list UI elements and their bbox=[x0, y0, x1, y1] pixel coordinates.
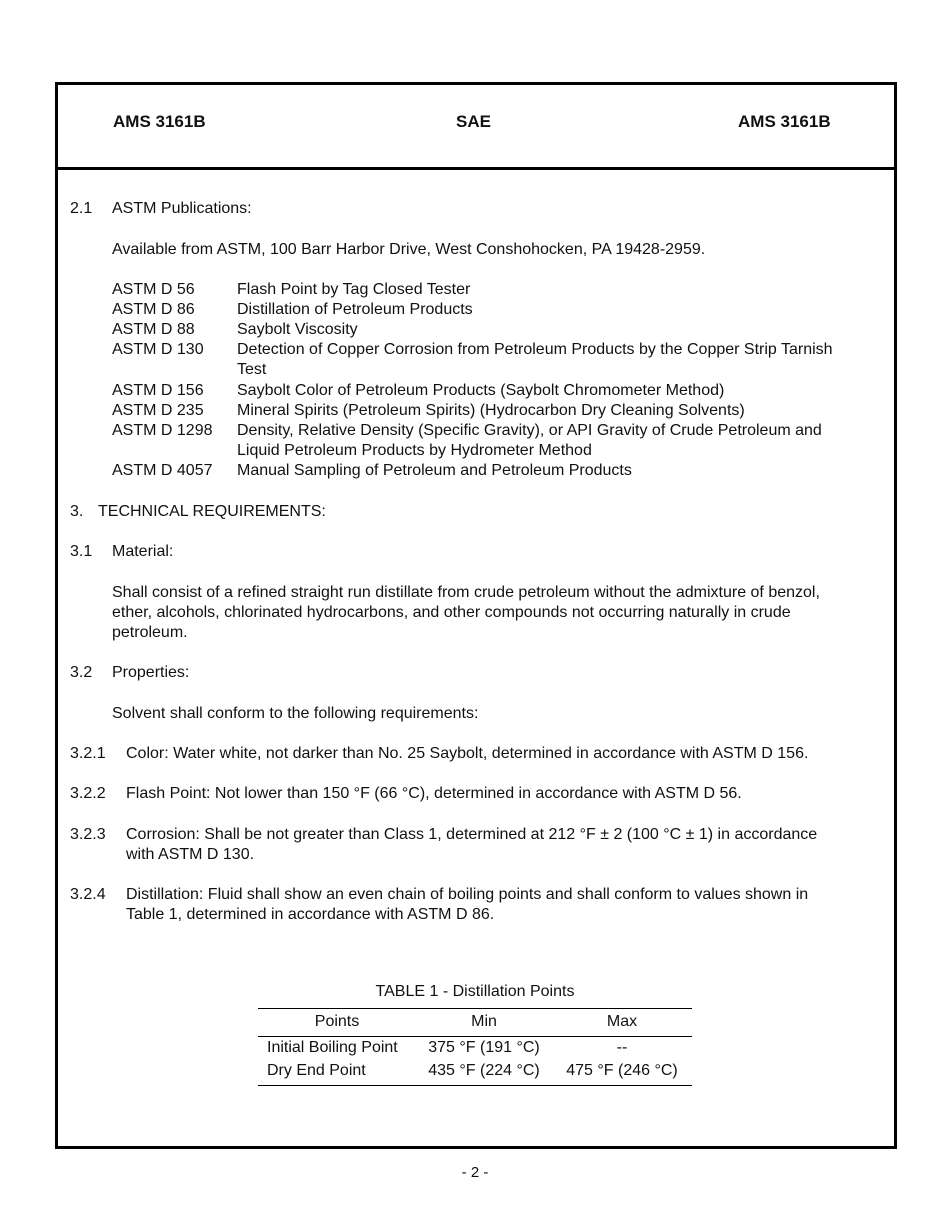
ref-title: Distillation of Petroleum Products bbox=[237, 301, 473, 318]
color-requirement: Color: Water white, not darker than No. 25 Saybolt, determined in accordance with ASTM D 156. bbox=[126, 745, 809, 762]
distillation-requirement-continued: Table 1, determined in accordance with ASTM D 86. bbox=[126, 906, 495, 923]
astm-availability: Available from ASTM, 100 Barr Harbor Drive, West Conshohocken, PA 19428-2959. bbox=[112, 241, 706, 258]
header-organization: SAE bbox=[456, 112, 491, 131]
ref-code: ASTM D 156 bbox=[112, 382, 204, 399]
ref-title: Detection of Copper Corrosion from Petroleum Products by the Copper Strip Tarnish bbox=[237, 341, 833, 358]
section-2-1-title: ASTM Publications: bbox=[112, 200, 252, 217]
ref-title-continued: Liquid Petroleum Products by Hydrometer Method bbox=[237, 442, 592, 459]
ref-code: ASTM D 1298 bbox=[112, 422, 213, 439]
material-text-line: ether, alcohols, chlorinated hydrocarbons, and other compounds not occurring naturally in crude bbox=[112, 604, 791, 621]
section-3-2-2-number: 3.2.2 bbox=[70, 785, 106, 802]
section-3-1-number: 3.1 bbox=[70, 543, 93, 560]
cell-min: 375 °F (191 °C) bbox=[428, 1039, 540, 1056]
flash-point-requirement: Flash Point: Not lower than 150 °F (66 °C), determined in accordance with ASTM D 56. bbox=[126, 785, 742, 802]
section-3-number: 3. bbox=[70, 503, 84, 520]
distillation-points-table bbox=[258, 1008, 692, 1086]
column-header-min: Min bbox=[416, 1009, 552, 1037]
ref-code: ASTM D 86 bbox=[112, 301, 195, 318]
section-3-2-4-number: 3.2.4 bbox=[70, 886, 106, 903]
page-number: - 2 - bbox=[461, 1164, 489, 1181]
table-header-row bbox=[258, 1009, 692, 1037]
ref-title: Manual Sampling of Petroleum and Petroleum Products bbox=[237, 462, 632, 479]
cell-max: -- bbox=[616, 1039, 628, 1056]
ref-title: Saybolt Viscosity bbox=[237, 321, 358, 338]
ref-title: Mineral Spirits (Petroleum Spirits) (Hydrocarbon Dry Cleaning Solvents) bbox=[237, 402, 745, 419]
ref-title: Density, Relative Density (Specific Gravity), or API Gravity of Crude Petroleum and bbox=[237, 422, 822, 439]
table-row bbox=[258, 1037, 692, 1061]
ref-code: ASTM D 56 bbox=[112, 281, 195, 298]
section-3-1-title: Material: bbox=[112, 543, 174, 560]
column-header-points: Points bbox=[258, 1009, 416, 1037]
distillation-requirement: Distillation: Fluid shall show an even chain of boiling points and shall conform to values shown in bbox=[126, 886, 809, 903]
cell-min: 435 °F (224 °C) bbox=[416, 1060, 552, 1086]
section-2-1-number: 2.1 bbox=[70, 200, 93, 217]
material-text-line: Shall consist of a refined straight run distillate from crude petroleum without the admixture of benzol, bbox=[112, 584, 820, 601]
page-header bbox=[58, 85, 894, 170]
section-3-2-3-number: 3.2.3 bbox=[70, 826, 106, 843]
ref-title: Flash Point by Tag Closed Tester bbox=[237, 281, 471, 298]
corrosion-requirement-continued: with ASTM D 130. bbox=[126, 846, 255, 863]
table-1-caption: TABLE 1 - Distillation Points bbox=[375, 983, 575, 1000]
properties-intro: Solvent shall conform to the following requirements: bbox=[112, 705, 479, 722]
table-row bbox=[258, 1060, 692, 1086]
ref-code: ASTM D 235 bbox=[112, 402, 204, 419]
material-text-line: petroleum. bbox=[112, 624, 188, 641]
ref-code: ASTM D 88 bbox=[112, 321, 195, 338]
section-3-2-number: 3.2 bbox=[70, 664, 93, 681]
ref-code: ASTM D 4057 bbox=[112, 462, 213, 479]
ref-title-continued: Test bbox=[237, 361, 267, 378]
section-3-2-1-number: 3.2.1 bbox=[70, 745, 106, 762]
corrosion-requirement: Corrosion: Shall be not greater than Class 1, determined at 212 °F ± 2 (100 °C ± 1) in accordance bbox=[126, 826, 818, 843]
ref-title: Saybolt Color of Petroleum Products (Saybolt Chromometer Method) bbox=[237, 382, 725, 399]
cell-max: 475 °F (246 °C) bbox=[552, 1060, 692, 1086]
section-3-title: TECHNICAL REQUIREMENTS: bbox=[98, 503, 326, 520]
header-spec-number-left: AMS 3161B bbox=[113, 112, 206, 131]
section-3-2-title: Properties: bbox=[112, 664, 190, 681]
cell-point: Initial Boiling Point bbox=[267, 1039, 398, 1056]
header-spec-number-right: AMS 3161B bbox=[738, 112, 831, 131]
column-header-max: Max bbox=[552, 1009, 692, 1037]
cell-point: Dry End Point bbox=[258, 1060, 416, 1086]
ref-code: ASTM D 130 bbox=[112, 341, 204, 358]
